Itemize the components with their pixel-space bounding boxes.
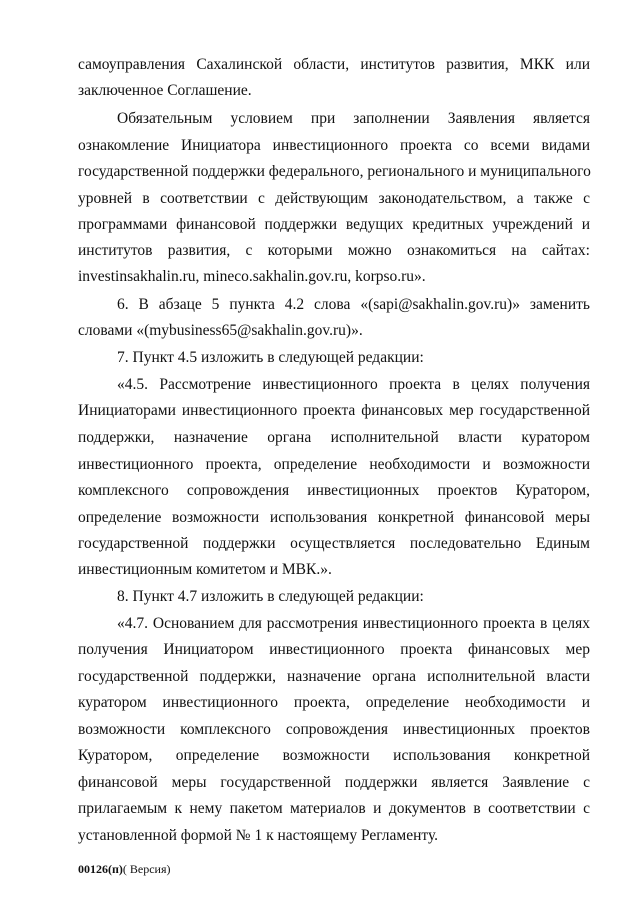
paragraph-6-line-8: установленной формой № 1 к настоящему Регламенту. xyxy=(78,827,439,844)
paragraph-1-line-1: ознакомление Инициатора инвестиционного проекта со всеми видами xyxy=(78,137,590,154)
paragraph-6-line-5: Куратором, определение возможности использования конкретной xyxy=(78,747,590,764)
paragraph-4-line-2: поддержки, назначение органа исполнительной власти куратором xyxy=(78,429,590,446)
paragraph-6-line-0: «4.7. Основанием для рассмотрения инвестиционного проекта в целях xyxy=(117,615,590,632)
paragraph-0-line-1: заключенное Соглашение. xyxy=(78,82,252,99)
paragraph-1-line-6: investinsakhalin.ru, mineco.sakhalin.gov.ru, korpso.ru». xyxy=(78,268,426,285)
paragraph-0-line-0: самоуправления Сахалинской области, институтов развития, МКК или xyxy=(78,56,590,73)
paragraph-4-line-5: определение возможности использования конкретной финансовой меры xyxy=(78,509,590,526)
paragraph-4-line-4: комплексного сопровождения инвестиционных проектов Куратором, xyxy=(78,482,590,499)
paragraph-6-line-1: получения Инициатором инвестиционного проекта финансовых мер xyxy=(78,641,590,658)
paragraph-4-line-7: инвестиционным комитетом и МВК.». xyxy=(78,561,332,578)
paragraph-1-line-4: программами финансовой поддержки ведущих кредитных учреждений и xyxy=(78,216,590,233)
paragraph-1-line-2: государственной поддержки федерального, регионального и муниципального xyxy=(78,163,591,180)
paragraph-3-line-0: 7. Пункт 4.5 изложить в следующей редакции: xyxy=(117,349,424,366)
paragraph-2-line-0: 6. В абзаце 5 пункта 4.2 слова «(sapi@sakhalin.gov.ru)» заменить xyxy=(117,296,590,313)
paragraph-6-line-2: государственной поддержки, назначение органа исполнительной власти xyxy=(78,668,590,685)
paragraph-4-line-6: государственной поддержки осуществляется последовательно Единым xyxy=(78,535,590,552)
document-version: ( Версия) xyxy=(122,862,171,876)
paragraph-1-line-0: Обязательным условием при заполнении Заявления является xyxy=(117,110,590,127)
paragraph-6-line-6: финансовой меры государственной поддержки является Заявление с xyxy=(78,774,590,791)
document-footer xyxy=(78,862,171,876)
paragraph-6-line-7: прилагаемым к нему пакетом материалов и документов в соответствии с xyxy=(78,800,590,817)
paragraph-4-line-0: «4.5. Рассмотрение инвестиционного проекта в целях получения xyxy=(117,376,590,393)
paragraph-4-line-3: инвестиционного проекта, определение необходимости и возможности xyxy=(78,456,590,473)
paragraph-4-line-1: Инициаторами инвестиционного проекта финансовых мер государственной xyxy=(78,402,590,419)
paragraph-6-line-4: возможности комплексного сопровождения инвестиционных проектов xyxy=(78,721,590,738)
paragraph-1-line-5: институтов развития, с которыми можно ознакомиться на сайтах: xyxy=(78,242,590,259)
paragraph-5-line-0: 8. Пункт 4.7 изложить в следующей редакции: xyxy=(117,588,424,605)
paragraph-2-line-1: словами «(mybusiness65@sakhalin.gov.ru)». xyxy=(78,322,363,339)
paragraph-6-line-3: куратором инвестиционного проекта, определение необходимости и xyxy=(78,694,590,711)
paragraph-1-line-3: уровней в соответствии с действующим законодательством, а также с xyxy=(78,190,590,207)
document-code: 00126(п) xyxy=(78,862,123,876)
